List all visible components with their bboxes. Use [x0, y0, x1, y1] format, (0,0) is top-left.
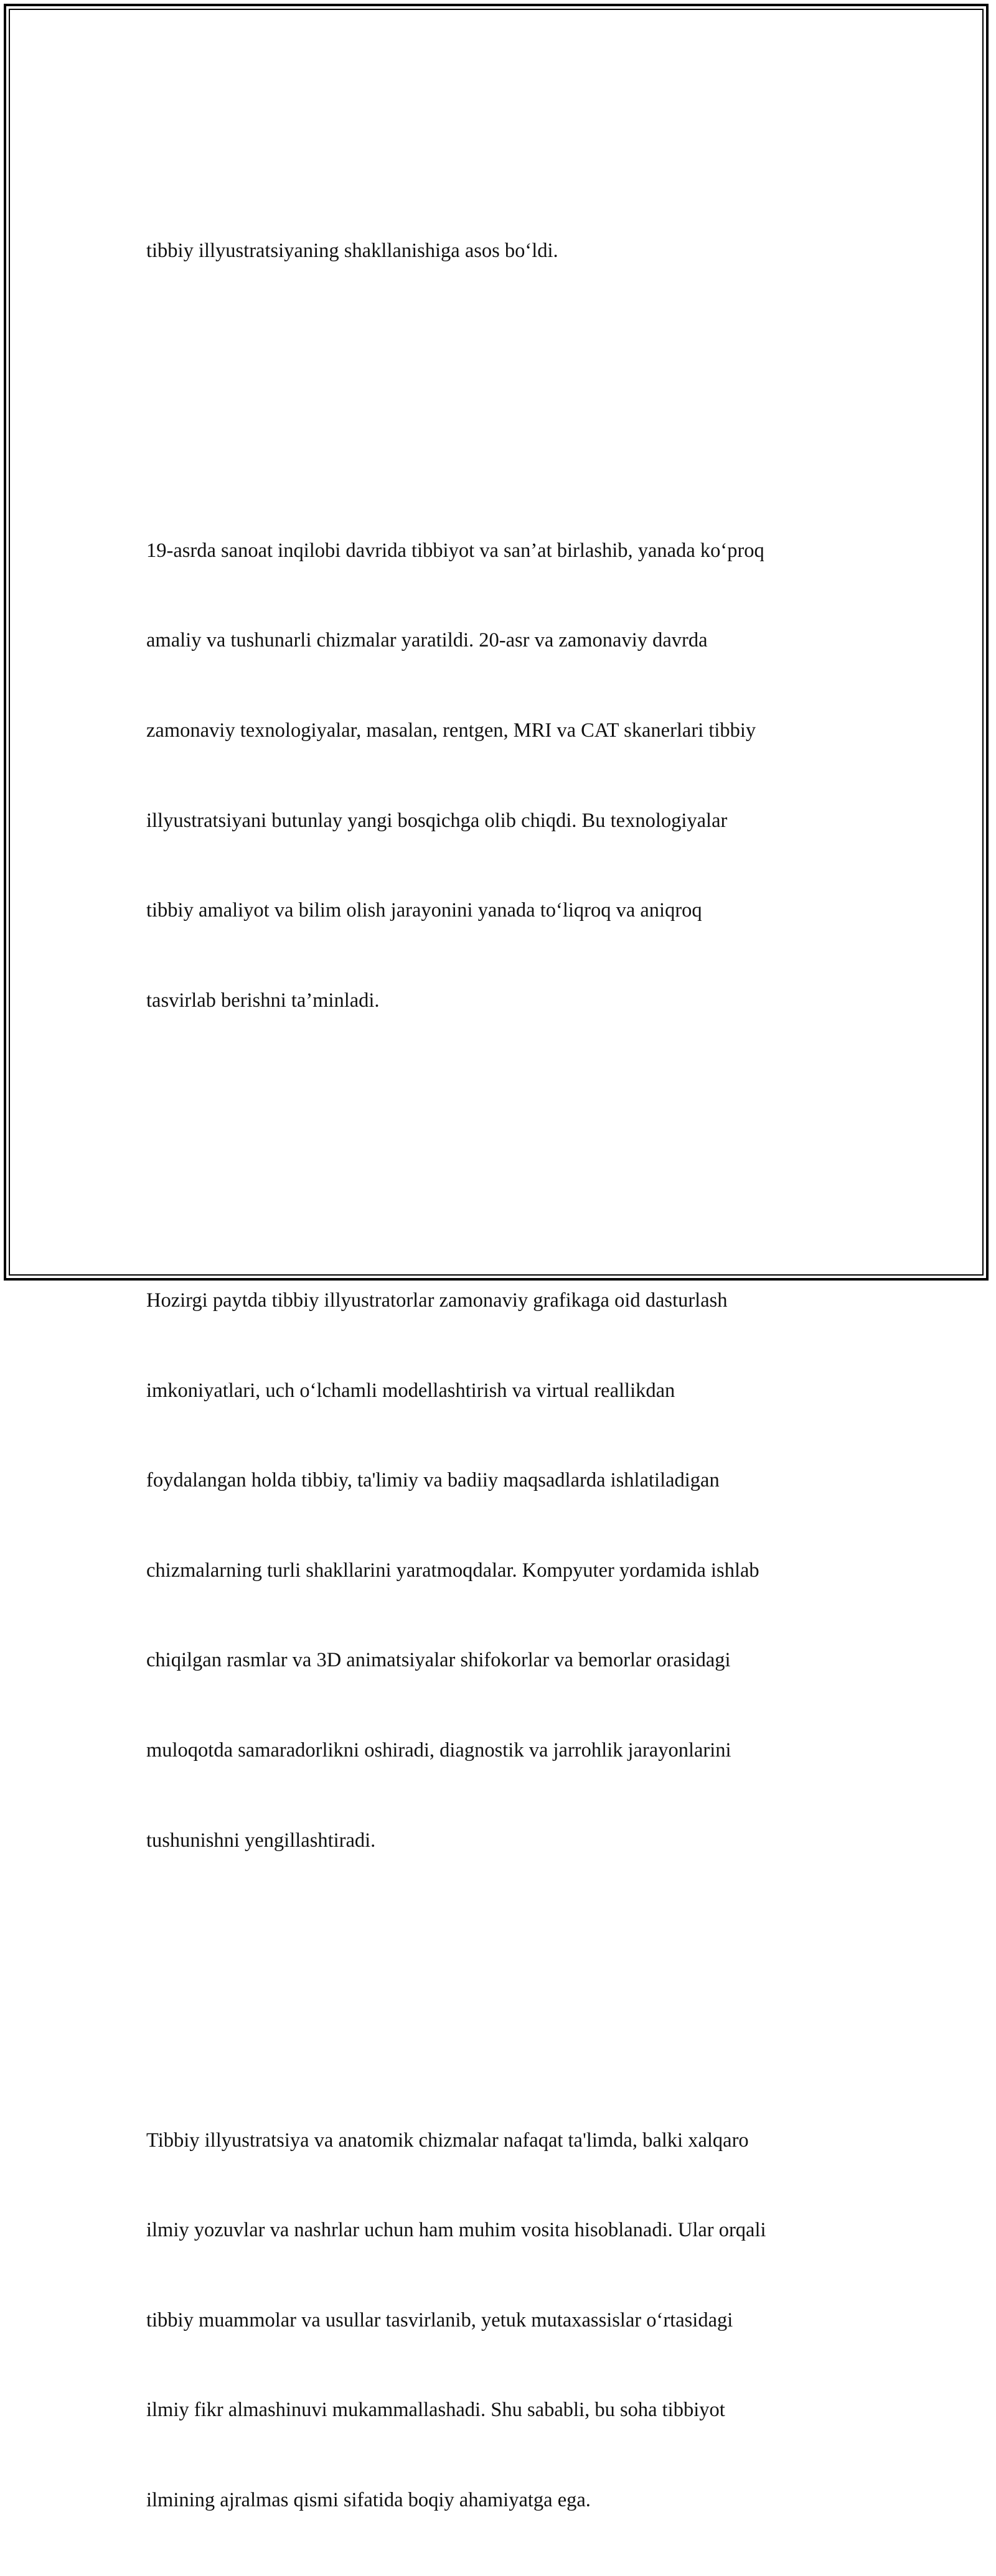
text-line: ilmiy yozuvlar va nashrlar uchun ham muhim vosita hisoblanadi. Ular orqali: [146, 2219, 766, 2242]
text-line: tibbiy muammolar va usullar tasvirlanib, yetuk mutaxassislar o‘rtasidagi: [146, 2308, 733, 2331]
text-line: ilmining ajralmas qismi sifatida boqiy ahamiyatga ega.: [146, 2489, 591, 2512]
text-line: chizmalarning turli shakllarini yaratmoqdalar. Kompyuter yordamida ishlab: [146, 1559, 759, 1582]
text-line: illyustratsiyani butunlay yangi bosqichga olib chiqdi. Bu texnologiyalar: [146, 809, 728, 832]
paragraph-1: [146, 175, 859, 325]
text-line: tibbiy amaliyot va bilim olish jarayonini yanada to‘liqroq va aniqroq: [146, 899, 702, 922]
text-line: Hozirgi paytda tibbiy illyustratorlar zamonaviy grafikaga oid dasturlash: [146, 1289, 728, 1312]
text-line: tasvirlab berishni ta’minladi.: [146, 989, 380, 1012]
text-line: tushunishni yengillashtiradi.: [146, 1829, 376, 1852]
text-line: 19-asrda sanoat inqilobi davrida tibbiyot va san’at birlashib, yanada ko‘proq: [146, 539, 764, 562]
paragraph-4: [146, 2065, 859, 2575]
text-line: muloqotda samaradorlikni oshiradi, diagnostik va jarrohlik jarayonlarini: [146, 1738, 731, 1762]
text-line: Tibbiy illyustratsiya va anatomik chizmalar nafaqat ta'limda, balki xalqaro: [146, 2129, 749, 2152]
text-line: foydalangan holda tibbiy, ta'limiy va badiiy maqsadlarda ishlatiladigan: [146, 1469, 720, 1492]
paragraph-2: [146, 475, 859, 1075]
text-line: ilmiy fikr almashinuvi mukammallashadi. Shu sababli, bu soha tibbiyot: [146, 2399, 725, 2422]
blank-line: [146, 1136, 859, 1165]
text-line: zamonaviy texnologiyalar, masalan, rentgen, MRI va CAT skanerlari tibbiy: [146, 719, 756, 742]
text-line: chiqilgan rasmlar va 3D animatsiyalar shifokorlar va bemorlar orasidagi: [146, 1649, 731, 1672]
text-line: imkoniyatlari, uch o‘lchamli modellashtirish va virtual reallikdan: [146, 1379, 675, 1402]
text-line: tibbiy illyustratsiyaning shakllanishiga asos bo‘ldi.: [146, 239, 558, 262]
blank-line: [146, 1976, 859, 2005]
text-line: amaliy va tushunarli chizmalar yaratildi. 20-asr va zamonaviy davrda: [146, 629, 708, 652]
paragraph-3: [146, 1226, 859, 1916]
document-body: [146, 116, 859, 2576]
blank-line: [146, 386, 859, 416]
